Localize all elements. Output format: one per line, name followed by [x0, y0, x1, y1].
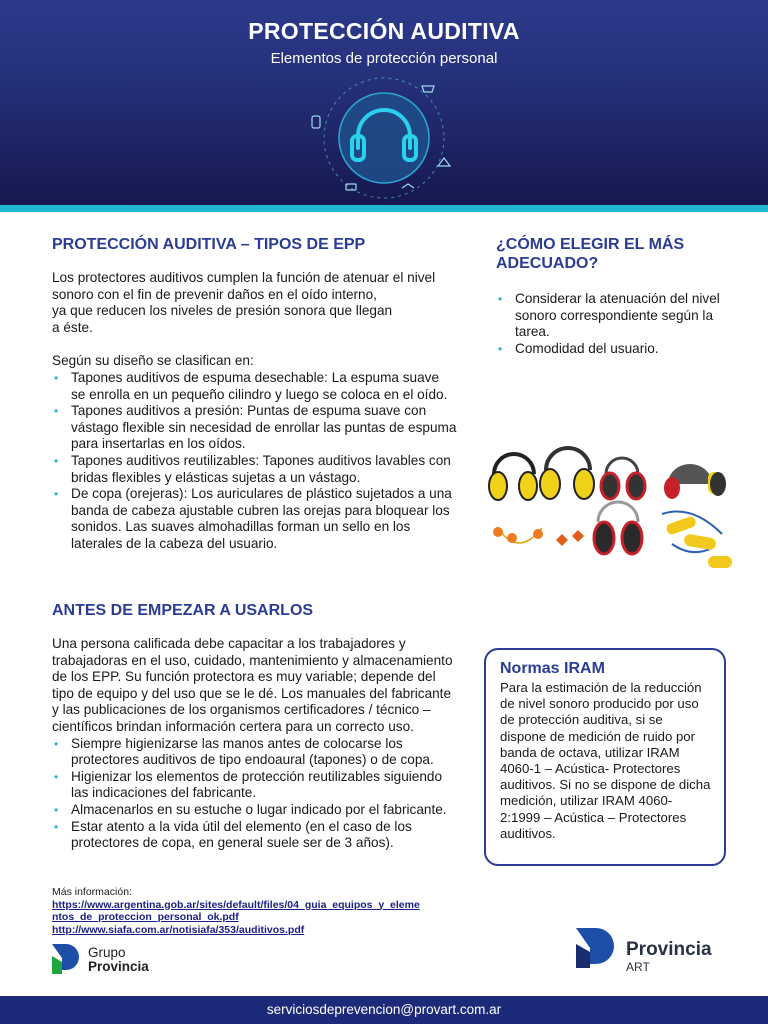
care-list	[52, 736, 457, 852]
provincia-text: Provincia	[88, 959, 149, 974]
yellow-earmuff-image	[540, 448, 594, 499]
headphones-icon	[306, 74, 462, 200]
box-title: Normas IRAM	[500, 660, 605, 677]
link-text: ntos_de_proteccion_personal_ok.pdf	[52, 911, 239, 923]
provincia-art-logo	[574, 926, 744, 976]
contact-email[interactable]: serviciosdeprevencion@provart.com.ar	[266, 1002, 502, 1017]
grupo-provincia-logo	[50, 942, 180, 978]
list-item: • Tapones auditivos reutilizables: Tapones auditivos lavables con bridas flexibles y elásticas sujetas a un vástago.	[52, 453, 457, 486]
section-intro: Una persona calificada debe capacitar a los trabajadores y trabajadoras en el uso, cuidado, mantenimiento y almacenamiento de los EPP. Su función protectora es muy variable; depende del tipo de equipo y del uso que se le dé. Los manuales del fabricante y las publicaciones de los organismos certificadores / técnico – científicos brindan información certera para un correcto uso.	[52, 636, 453, 734]
grupo-text: Grupo	[88, 945, 126, 960]
section-before-use	[52, 602, 457, 852]
page-title: PROTECCIÓN AUDITIVA	[248, 18, 520, 44]
list-item: • Considerar la atenuación del nivel sonoro correspondiente según la tarea.	[496, 291, 726, 341]
intro-line: Los protectores auditivos cumplen la función de atenuar el nivel	[52, 270, 436, 285]
red-earmuff-image	[601, 458, 645, 499]
list-item: • Siempre higienizarse las manos antes de colocarse los protectores auditivos de tipo endoaural (tapones) o de copa.	[52, 736, 457, 769]
hearing-protectors-photo	[486, 444, 740, 578]
list-lead: Según su diseño se clasifican en:	[52, 353, 254, 369]
list-item: • Tapones auditivos de espuma desechable: La espuma suave se enrolla en un pequeño cilindro y luego se coloca en el oído.	[52, 370, 457, 403]
intro-line: a éste.	[52, 319, 93, 335]
header-accent-stripe	[0, 205, 768, 212]
red-earmuff-image	[594, 502, 642, 554]
more-info	[52, 886, 462, 936]
section-types-of-epp	[52, 236, 457, 553]
box-body: Para la estimación de la reducción de nivel sonoro producido por uso de protección auditiva, si se dispone de medición de ruido por banda de octava, utilizar IRAM 4060-1 – Acústica- Protectores auditivos. Si no se dispone de dicha medición, utilizar IRAM 4060-2:1999 – Acústica – Protectores auditivos.	[500, 680, 711, 841]
list-item: • Comodidad del usuario.	[496, 341, 726, 358]
link-siafa[interactable]: http://www.siafa.com.ar/notisiafa/353/auditivos.pdf	[52, 923, 305, 936]
header-banner	[0, 0, 768, 205]
section-how-to-choose	[496, 235, 726, 357]
section-intro	[52, 270, 457, 336]
art-text: ART	[626, 960, 650, 974]
yellow-earmuff-image	[489, 454, 537, 500]
section-heading: ¿CÓMO ELEGIR EL MÁS ADECUADO?	[496, 236, 685, 272]
provincia-art-mark-icon	[574, 926, 618, 970]
page-subtitle: Elementos de protección personal	[270, 50, 498, 67]
orange-earplugs-image	[493, 527, 584, 546]
iram-standards-box	[484, 648, 726, 866]
intro-line: sonoro con el fin de prevenir daños en el oído interno,	[52, 286, 377, 302]
list-item: • Almacenarlos en su estuche o lugar indicado por el fabricante.	[52, 802, 457, 819]
link-text: https://www.argentina.gob.ar/sites/default/files/04_guia_equipos_y_eleme	[52, 898, 420, 911]
yellow-earplugs-image	[662, 512, 732, 569]
types-list	[52, 370, 457, 553]
section-heading: PROTECCIÓN AUDITIVA – TIPOS DE EPP	[52, 236, 366, 253]
section-heading: ANTES DE EMPEZAR A USARLOS	[52, 602, 314, 619]
list-item: • Estar atento a la vida útil del elemento (en el caso de los protectores de copa, en general suele ser de 3 años).	[52, 819, 457, 852]
grupo-provincia-mark-icon	[50, 942, 84, 976]
intro-line: ya que reducen los niveles de presión sonora que llegan	[52, 303, 393, 319]
footer-bar	[0, 996, 768, 1024]
choose-list	[496, 291, 726, 357]
link-argentina-gob[interactable]	[52, 899, 462, 924]
list-item: • Higienizar los elementos de protección reutilizables siguiendo las indicaciones del fabricante.	[52, 769, 457, 802]
list-item: • Tapones auditivos a presión: Puntas de espuma suave con vástago flexible sin necesidad de enrollar las puntas de espuma para insertarlas en los oídos.	[52, 403, 457, 453]
more-info-label: Más información:	[52, 886, 132, 898]
provincia-text: Provincia	[626, 939, 712, 960]
list-item: • De copa (orejeras): Los auriculares de plástico sujetados a una banda de cabeza ajustable cubren las orejas para bloquear los sonidos. Las suaves almohadillas forman un sello en los laterales de la cabeza del usuario.	[52, 486, 457, 552]
helmet-earmuff-image	[664, 464, 726, 499]
